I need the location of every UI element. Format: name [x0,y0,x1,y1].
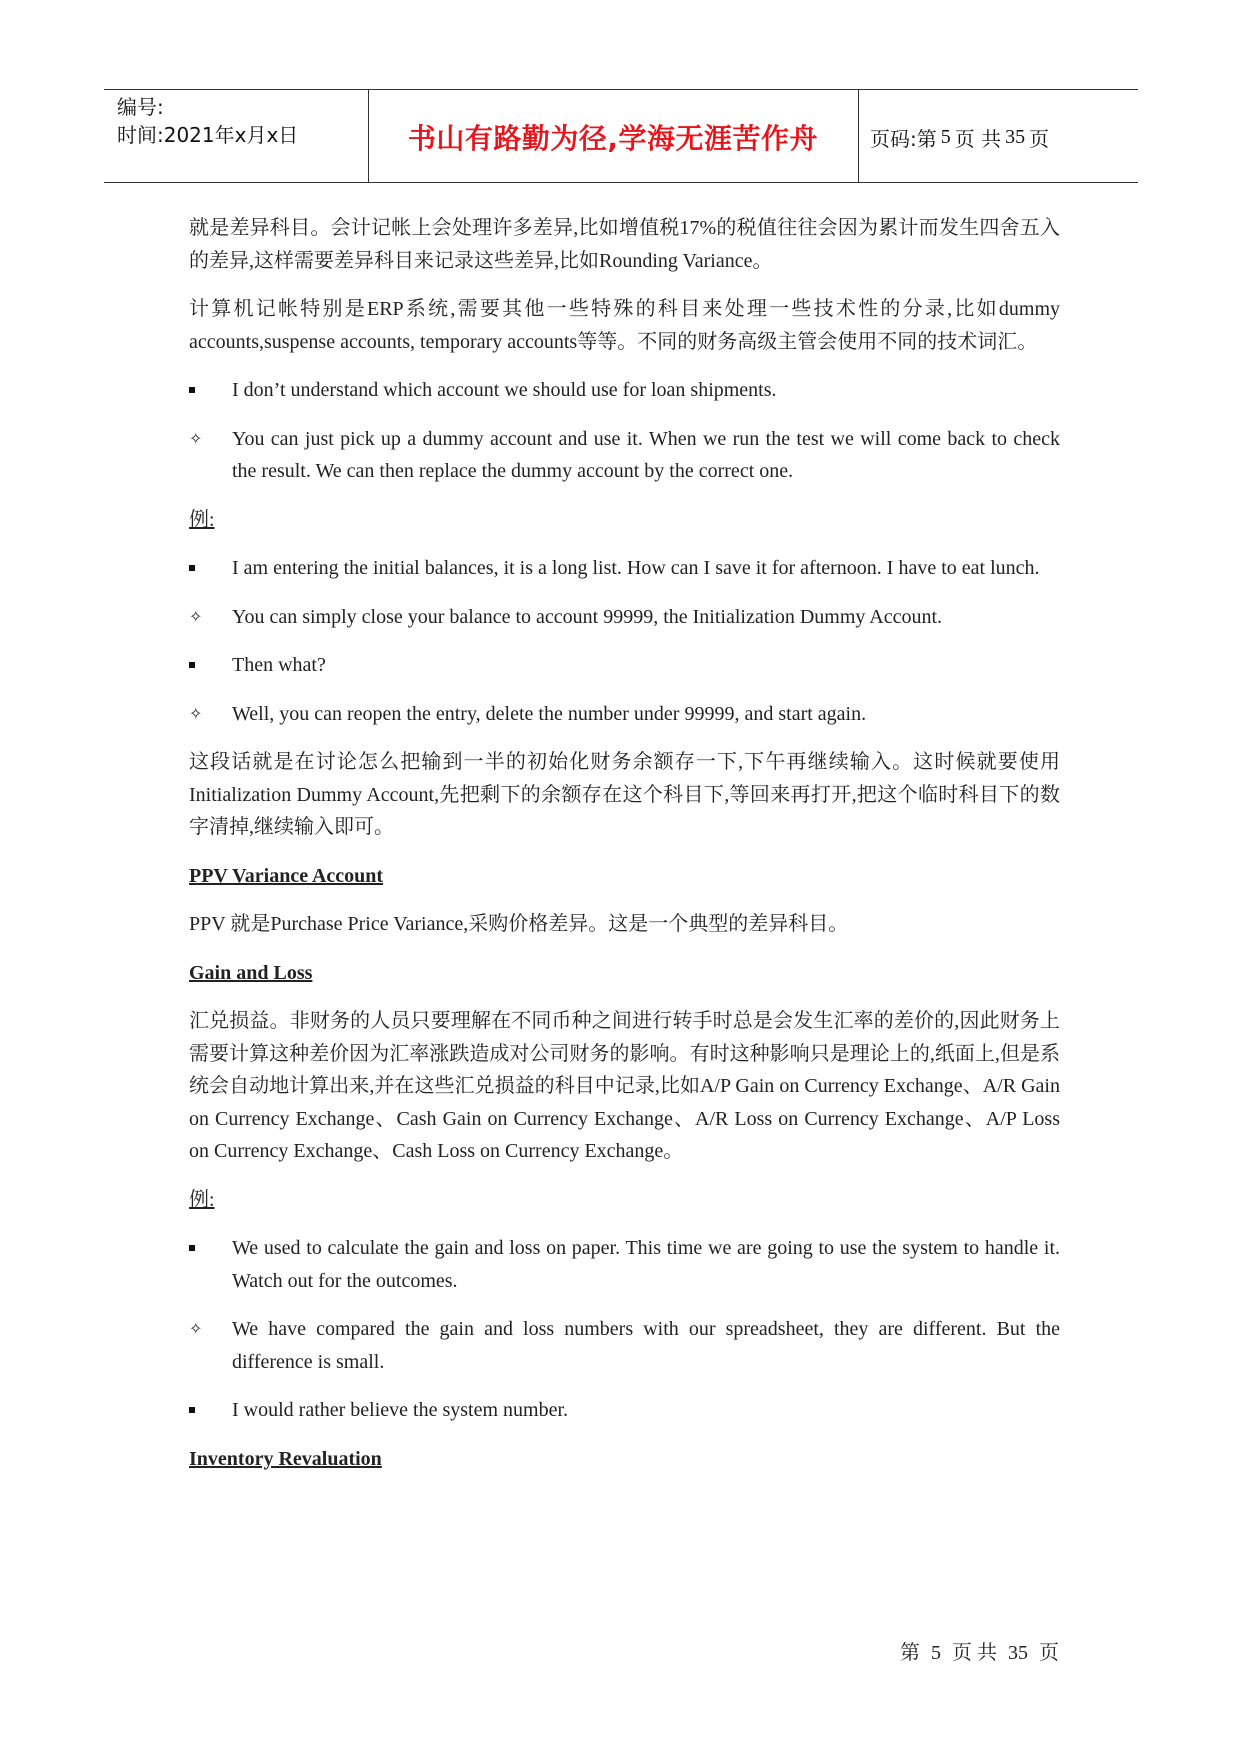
dialog-text: We have compared the gain and loss numbers with our spreadsheet, they are different. But the difference is small. [232,1318,1060,1373]
paragraph: PPV 就是Purchase Price Variance,采购价格差异。这是一个典型的差异科目。 [189,913,849,935]
page-header [104,89,1138,183]
example-label: 例: [189,508,215,531]
page-label-prefix: 页码:第 [870,126,937,151]
square-bullet-icon [189,1394,209,1427]
dialog-line [189,1232,1060,1297]
page-total: 35 [1005,125,1026,148]
dialog-text: We used to calculate the gain and loss on paper. This time we are going to use the system to handle it. Watch out for the outcomes. [232,1237,1060,1292]
example-label: 例: [189,1188,215,1211]
page-current: 5 [940,125,951,148]
star-bullet-icon: ✧ [189,1319,203,1338]
header-motto: 书山有路勤为径,学海无涯苦作舟 [407,122,819,155]
footer-current: 5 [931,1642,941,1664]
dialog-line [189,1313,1060,1378]
section-heading: PPV Variance Account [189,864,384,887]
dialog-text: Then what? [232,654,326,676]
star-bullet-icon: ✧ [189,703,203,723]
document-body [189,212,1060,1491]
paragraph: 汇兑损益。非财务的人员只要理解在不同币种之间进行转手时总是会发生汇率的差价的,因此财务上需要计算这种差价因为汇率涨跌造成对公司财务的影响。有时这种影响只是理论上的,纸面上,但是系统会自动地计算出来,并在这些汇兑损益的科目中记录,比如A/P Gain on Currency Exchange、A/R Gain on Currency Exchange、Cash Gain on Currency Exchange、A/R Loss on Currency Exchange、A/P Loss on Currency Exchange、Cash Loss on Currency Exchange。 [189,1010,1060,1162]
dialog-block [189,1232,1060,1427]
header-meta [117,93,298,149]
dialog-line [189,649,1060,682]
square-bullet-icon [189,649,209,682]
section-heading: Gain and Loss [189,961,313,984]
footer-total: 35 [1008,1642,1028,1664]
dialog-line [189,1394,1060,1427]
section-heading: Inventory Revaluation [189,1447,382,1470]
footer-mid: 页 共 [952,1642,997,1664]
star-bullet-icon: ✧ [189,606,203,626]
dialog-block [189,552,1060,730]
square-bullet-icon [189,552,209,585]
dialog-text: I am entering the initial balances, it is a long list. How can I save it for afternoon. I have to eat lunch. [232,557,1040,579]
header-divider-right [858,90,859,182]
square-bullet-icon [189,374,209,407]
dialog-line [189,601,1060,634]
star-bullet-icon: ✧ [189,428,203,448]
dialog-text: Well, you can reopen the entry, delete the number under 99999, and start again. [232,702,867,725]
page-label-mid: 页 共 [954,126,1002,151]
dialog-block [189,374,1060,488]
page-label-suffix: 页 [1029,126,1050,151]
date-label: 时间:2021年x月x日 [117,123,299,147]
dialog-text: You can simply close your balance to account 99999, the Initialization Dummy Account. [232,605,943,628]
dialog-line [189,698,1060,731]
page-footer [0,1636,1059,1665]
dialog-text: I don’t understand which account we should use for loan shipments. [232,379,777,401]
paragraph: 计算机记帐特别是ERP系统,需要其他一些特殊的科目来处理一些技术性的分录,比如dummy accounts,suspense accounts, temporary accounts等等。不同的财务高级主管会使用不同的技术词汇。 [189,298,1060,353]
serial-label: 编号: [117,95,164,119]
dialog-line [189,552,1060,585]
dialog-line [189,423,1060,488]
dialog-text: You can just pick up a dummy account and use it. When we run the test we will come back to check the result. We can then replace the dummy account by the correct one. [232,427,1060,482]
paragraph: 这段话就是在讨论怎么把输到一半的初始化财务余额存一下,下午再继续输入。这时候就要使用Initialization Dummy Account,先把剩下的余额存在这个科目下,等回来再打开,把这个临时科目下的数字清掉,继续输入即可。 [189,751,1060,838]
paragraph: 就是差异科目。会计记帐上会处理许多差异,比如增值税17%的税值往往会因为累计而发生四舍五入的差异,这样需要差异科目来记录这些差异,比如Rounding Variance。 [189,217,1060,272]
footer-suffix: 页 [1039,1642,1059,1664]
dialog-line [189,374,1060,407]
dialog-text: I would rather believe the system number. [232,1399,569,1421]
square-bullet-icon [189,1232,209,1265]
header-page-counter [870,90,1049,184]
footer-prefix: 第 [900,1642,920,1664]
